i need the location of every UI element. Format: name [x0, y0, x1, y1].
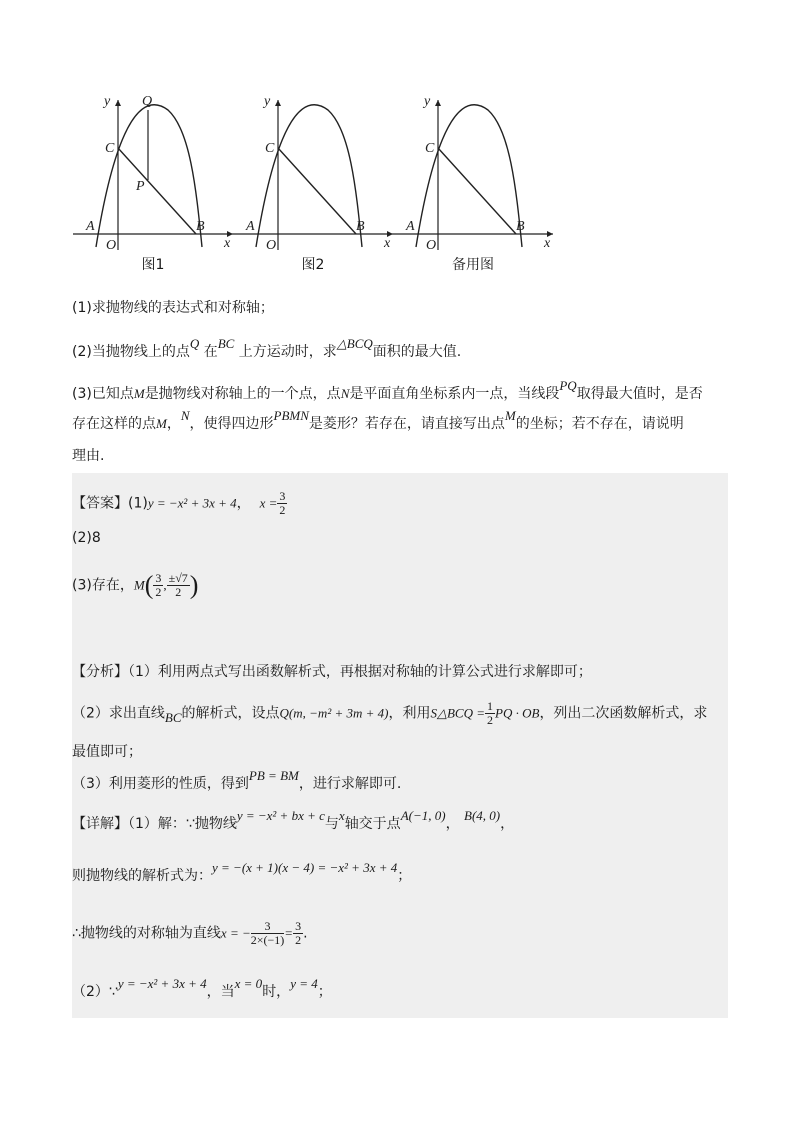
- detail-line-1: [72, 808, 515, 834]
- question-1: (1)求抛物线的表达式和对称轴；: [72, 300, 274, 316]
- figure-2-graph: [228, 92, 398, 252]
- q3-text-1c: 是平面直角坐标系内一点，当线段: [349, 386, 560, 402]
- answer-1-expression: y = −x² + 3x + 4: [147, 495, 237, 511]
- analysis-4-b: ，进行求解即可.: [298, 776, 402, 792]
- analysis-2-half: [485, 700, 495, 727]
- fig2-x-label: x: [384, 236, 391, 251]
- answer-line-1: [72, 490, 287, 517]
- figure-2-caption: 图2: [301, 257, 325, 273]
- analysis-2-bc: BC: [164, 709, 182, 725]
- fig3-a-label: A: [406, 219, 415, 234]
- detail-4-d: 时，: [262, 984, 291, 1000]
- q3-text-1d: 取得最大值时，是否: [576, 386, 703, 402]
- q2-triangle: △BCQ: [336, 336, 373, 351]
- detail-4-b: ，当: [206, 984, 235, 1000]
- analysis-2-q: Q(m, −m² + 3m + 4): [279, 705, 389, 721]
- detail-2-b: ；: [397, 868, 412, 884]
- answer-3-x-den: 2: [155, 585, 162, 599]
- detail-3-num-2: 3: [295, 919, 302, 933]
- q3-segment-pq: PQ: [559, 378, 577, 393]
- figure-3-caption: 备用图: [452, 257, 494, 273]
- fig3-y-label: y: [424, 94, 431, 109]
- q3-point-m: M: [133, 386, 145, 401]
- analysis-line-2: [72, 700, 707, 727]
- analysis-2-b: 的解析式，设点: [181, 705, 280, 722]
- fig1-b-label: B: [196, 219, 205, 234]
- answer-3-x-fraction: [153, 572, 163, 599]
- detail-2-expr: y = −(x + 1)(x − 4) = −x² + 3x + 4: [212, 860, 398, 875]
- analysis-2-d: ，列出二次函数解析式，求: [539, 705, 708, 722]
- analysis-line-4: [72, 768, 402, 794]
- q3-text-2a: 存在这样的点: [72, 416, 156, 432]
- q3-point-m-2: M: [156, 416, 167, 431]
- answer-1-axis-num: 3: [279, 489, 286, 503]
- answer-line-3: (3)存在，M( $\frac{3}{2}$ , $\frac{\pm√7}{2}$ ): [72, 570, 199, 600]
- fig1-p-label: P: [136, 179, 145, 194]
- detail-1-point-b: B(4, 0): [464, 808, 501, 823]
- detail-3-eq: =: [284, 925, 294, 941]
- answer-3-y-fraction: [167, 572, 190, 599]
- q3-quad-pbmn: PBMN: [273, 408, 309, 423]
- figure-2: [228, 92, 398, 272]
- analysis-2-half-den: 2: [487, 713, 494, 727]
- q2-text-a: (2)当抛物线上的点: [72, 344, 190, 360]
- detail-1-c: ，: [445, 816, 460, 832]
- detail-3-fraction-2: [293, 920, 303, 947]
- answer-1-axis-den: 2: [279, 503, 286, 517]
- q3-text-2b: ，: [166, 416, 181, 432]
- answer-1-sep: ，: [236, 495, 251, 512]
- question-2: [72, 336, 462, 362]
- fig2-o-label: O: [266, 238, 277, 252]
- q2-text-c: 上方运动时，求: [238, 344, 337, 360]
- answer-3-y-den: 2: [175, 585, 182, 599]
- figure-1: [68, 92, 238, 272]
- q3-text-2e: 的坐标；若不存在，请说明: [515, 416, 684, 432]
- detail-line-2: [72, 860, 412, 886]
- q2-point-q: Q: [189, 336, 200, 351]
- figure-3-graph: [388, 92, 558, 252]
- question-3-line-3: 理由.: [72, 448, 105, 464]
- analysis-line-3: 最值即可；: [72, 744, 142, 760]
- analysis-2-a: （2）求出直线: [72, 705, 165, 722]
- fig1-q-label: Q: [142, 94, 153, 109]
- detail-4-x0: x = 0: [234, 976, 263, 991]
- detail-3-num: 3: [251, 920, 285, 934]
- fig2-c-label: C: [265, 141, 275, 156]
- q3-point-n: N: [340, 386, 350, 401]
- analysis-2-s-rest: PQ · OB: [495, 705, 540, 721]
- answer-3-point-m: M: [133, 577, 145, 593]
- q3-text-2d: 是菱形？若存在，请直接写出点: [308, 416, 505, 432]
- q2-text-b: 在: [203, 344, 218, 360]
- detail-4-y4: y = 4: [290, 976, 318, 991]
- figure-1-graph: [68, 92, 238, 252]
- detail-line-3: [72, 920, 308, 947]
- detail-3-end: .: [303, 925, 308, 942]
- detail-2-a: 则抛物线的解析式为：: [72, 868, 212, 884]
- figure-3: [388, 92, 558, 272]
- q3-point-m-3: M: [504, 408, 516, 423]
- fig3-c-label: C: [425, 141, 435, 156]
- detail-3-lhs: x = −: [220, 925, 251, 941]
- fig1-y-label: y: [104, 94, 111, 109]
- answer-3-y-num: ±√7: [168, 571, 188, 585]
- q3-text-1a: (3)已知点: [72, 386, 134, 402]
- detail-line-4: [72, 976, 332, 1002]
- detail-1-point-a: A(−1, 0): [400, 808, 446, 823]
- fig2-b-label: B: [356, 219, 365, 234]
- analysis-2-c: ，利用: [388, 705, 431, 722]
- detail-1-expr: y = −x² + bx + c: [236, 808, 325, 823]
- answer-head: 【答案】(1): [72, 495, 148, 512]
- q2-text-d: 面积的最大值.: [372, 344, 462, 360]
- answer-1-axis-lhs: x =: [259, 495, 278, 511]
- detail-1-d: ，: [500, 816, 515, 832]
- detail-4-expr: y = −x² + 3x + 4: [117, 976, 207, 991]
- q3-text-1b: 是抛物线对称轴上的一个点，点: [144, 386, 341, 402]
- analysis-4-eq: PB = BM: [248, 768, 299, 783]
- question-3-line-2: [72, 408, 684, 434]
- detail-head: 【详解】（1）解：∵抛物线: [72, 816, 237, 832]
- q3-point-n-2: N: [180, 408, 190, 423]
- analysis-4-a: （3）利用菱形的性质，得到: [72, 776, 249, 792]
- fig2-y-label: y: [264, 94, 271, 109]
- detail-4-a: （2）∵: [72, 984, 118, 1000]
- answer-1-axis-fraction: [277, 490, 287, 517]
- figure-1-caption: 图1: [141, 257, 165, 273]
- fig1-o-label: O: [106, 238, 117, 252]
- answer-line-2: (2)8: [72, 530, 101, 546]
- q3-text-2c: ，使得四边形: [189, 416, 274, 432]
- detail-1-a: 与: [324, 816, 339, 832]
- analysis-2-half-num: 1: [487, 699, 494, 713]
- detail-1-b: 轴交于点: [344, 816, 401, 832]
- detail-4-f: ；: [317, 984, 332, 1000]
- fig3-b-label: B: [516, 219, 525, 234]
- q2-segment-bc: BC: [217, 336, 235, 351]
- fig3-o-label: O: [426, 238, 437, 252]
- detail-3-den: 2×(−1): [250, 933, 285, 947]
- fig2-a-label: A: [246, 219, 255, 234]
- detail-3-a: ∴抛物线的对称轴为直线: [72, 925, 221, 942]
- question-3-line-1: [72, 378, 703, 404]
- analysis-2-s: S△BCQ =: [430, 705, 486, 721]
- analysis-line-1: 【分析】（1）利用两点式写出函数解析式，再根据对称轴的计算公式进行求解即可；: [72, 664, 592, 680]
- detail-3-den-2: 2: [295, 933, 302, 947]
- fig3-x-label: x: [544, 236, 551, 251]
- fig1-x-label: x: [224, 236, 231, 251]
- fig1-a-label: A: [86, 219, 95, 234]
- detail-1-x: x: [338, 808, 345, 823]
- detail-3-fraction: [251, 920, 285, 947]
- fig1-c-label: C: [105, 141, 115, 156]
- answer-3-x-num: 3: [155, 571, 162, 585]
- answer-3-text: (3)存在，: [72, 577, 134, 594]
